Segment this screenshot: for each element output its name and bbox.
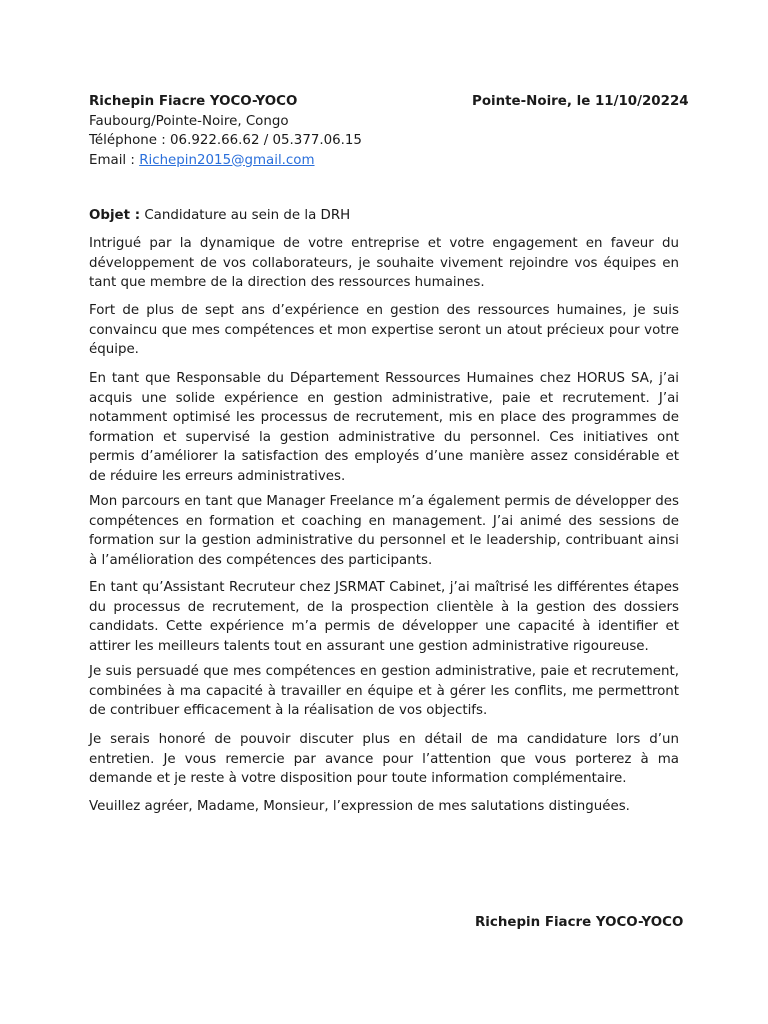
sender-block <box>89 92 362 170</box>
paragraph-jsrmat: En tant qu’Assistant Recruteur chez JSRMAT Cabinet, j’ai maîtrisé les différentes étapes du processus de recrutement, de la prospection clientèle à la gestion des dossiers candidats. Cette expérience m’a permis de développer une capacité à identifier et attirer les meilleurs talents tout en assurant une gestion administrative rigoureuse. <box>89 580 679 654</box>
subject-line <box>89 206 350 226</box>
paragraph-skills: Je suis persuadé que mes compétences en gestion administrative, paie et recrutement, combinées à ma capacité à travailler en équipe et à gérer les conflits, me permettront de contribuer efficacement à la réalisation de vos objectifs. <box>89 664 679 718</box>
email-link[interactable]: Richepin2015@gmail.com <box>139 152 315 168</box>
sender-name: Richepin Fiacre YOCO-YOCO <box>89 94 298 109</box>
place-date: Pointe-Noire, le 11/10/20224 <box>472 94 689 109</box>
sender-email-line <box>89 151 362 171</box>
sender-address: Faubourg/Pointe-Noire, Congo <box>89 113 289 129</box>
subject-text: Candidature au sein de la DRH <box>140 208 351 223</box>
paragraph-interview: Je serais honoré de pouvoir discuter plus en détail de ma candidature lors d’un entretien. Je vous remercie par avance pour l’attention que vous porterez à ma demande et je reste à votre disposition pour toute information complémentaire. <box>89 732 679 786</box>
signature: Richepin Fiacre YOCO-YOCO <box>475 915 684 930</box>
paragraph-freelance: Mon parcours en tant que Manager Freelance m’a également permis de développer des compétences en formation et coaching en management. J’ai animé des sessions de formation sur la gestion administrative du personnel et le leadership, contribuant ainsi à l’amélioration des compétences des participants. <box>89 494 679 568</box>
paragraph-intro: Intrigué par la dynamique de votre entreprise et votre engagement en faveur du développement de vos collaborateurs, je souhaite vivement rejoindre vos équipes en tant que membre de la direction des ressources humaines. <box>89 236 679 290</box>
email-label: Email : <box>89 152 140 168</box>
sender-phone: Téléphone : 06.922.66.62 / 05.377.06.15 <box>89 133 362 148</box>
paragraph-closing: Veuillez agréer, Madame, Monsieur, l’expression de mes salutations distinguées. <box>89 799 630 814</box>
paragraph-horus: En tant que Responsable du Département Ressources Humaines chez HORUS SA, j’ai acquis une solide expérience en gestion administrative, paie et recrutement. J’ai notamment optimisé les processus de recrutement, mis en place des programmes de formation et supervisé la gestion administrative du personnel. Ces initiatives ont permis d’améliorer la satisfaction des employés d’une manière assez considérable et de réduire les erreurs administratives. <box>89 371 679 484</box>
subject-label: Objet : <box>89 208 141 223</box>
paragraph-experience-summary: Fort de plus de sept ans d’expérience en gestion des ressources humaines, je suis convaincu que mes compétences et mon expertise seront un atout précieux pour votre équipe. <box>89 303 679 357</box>
